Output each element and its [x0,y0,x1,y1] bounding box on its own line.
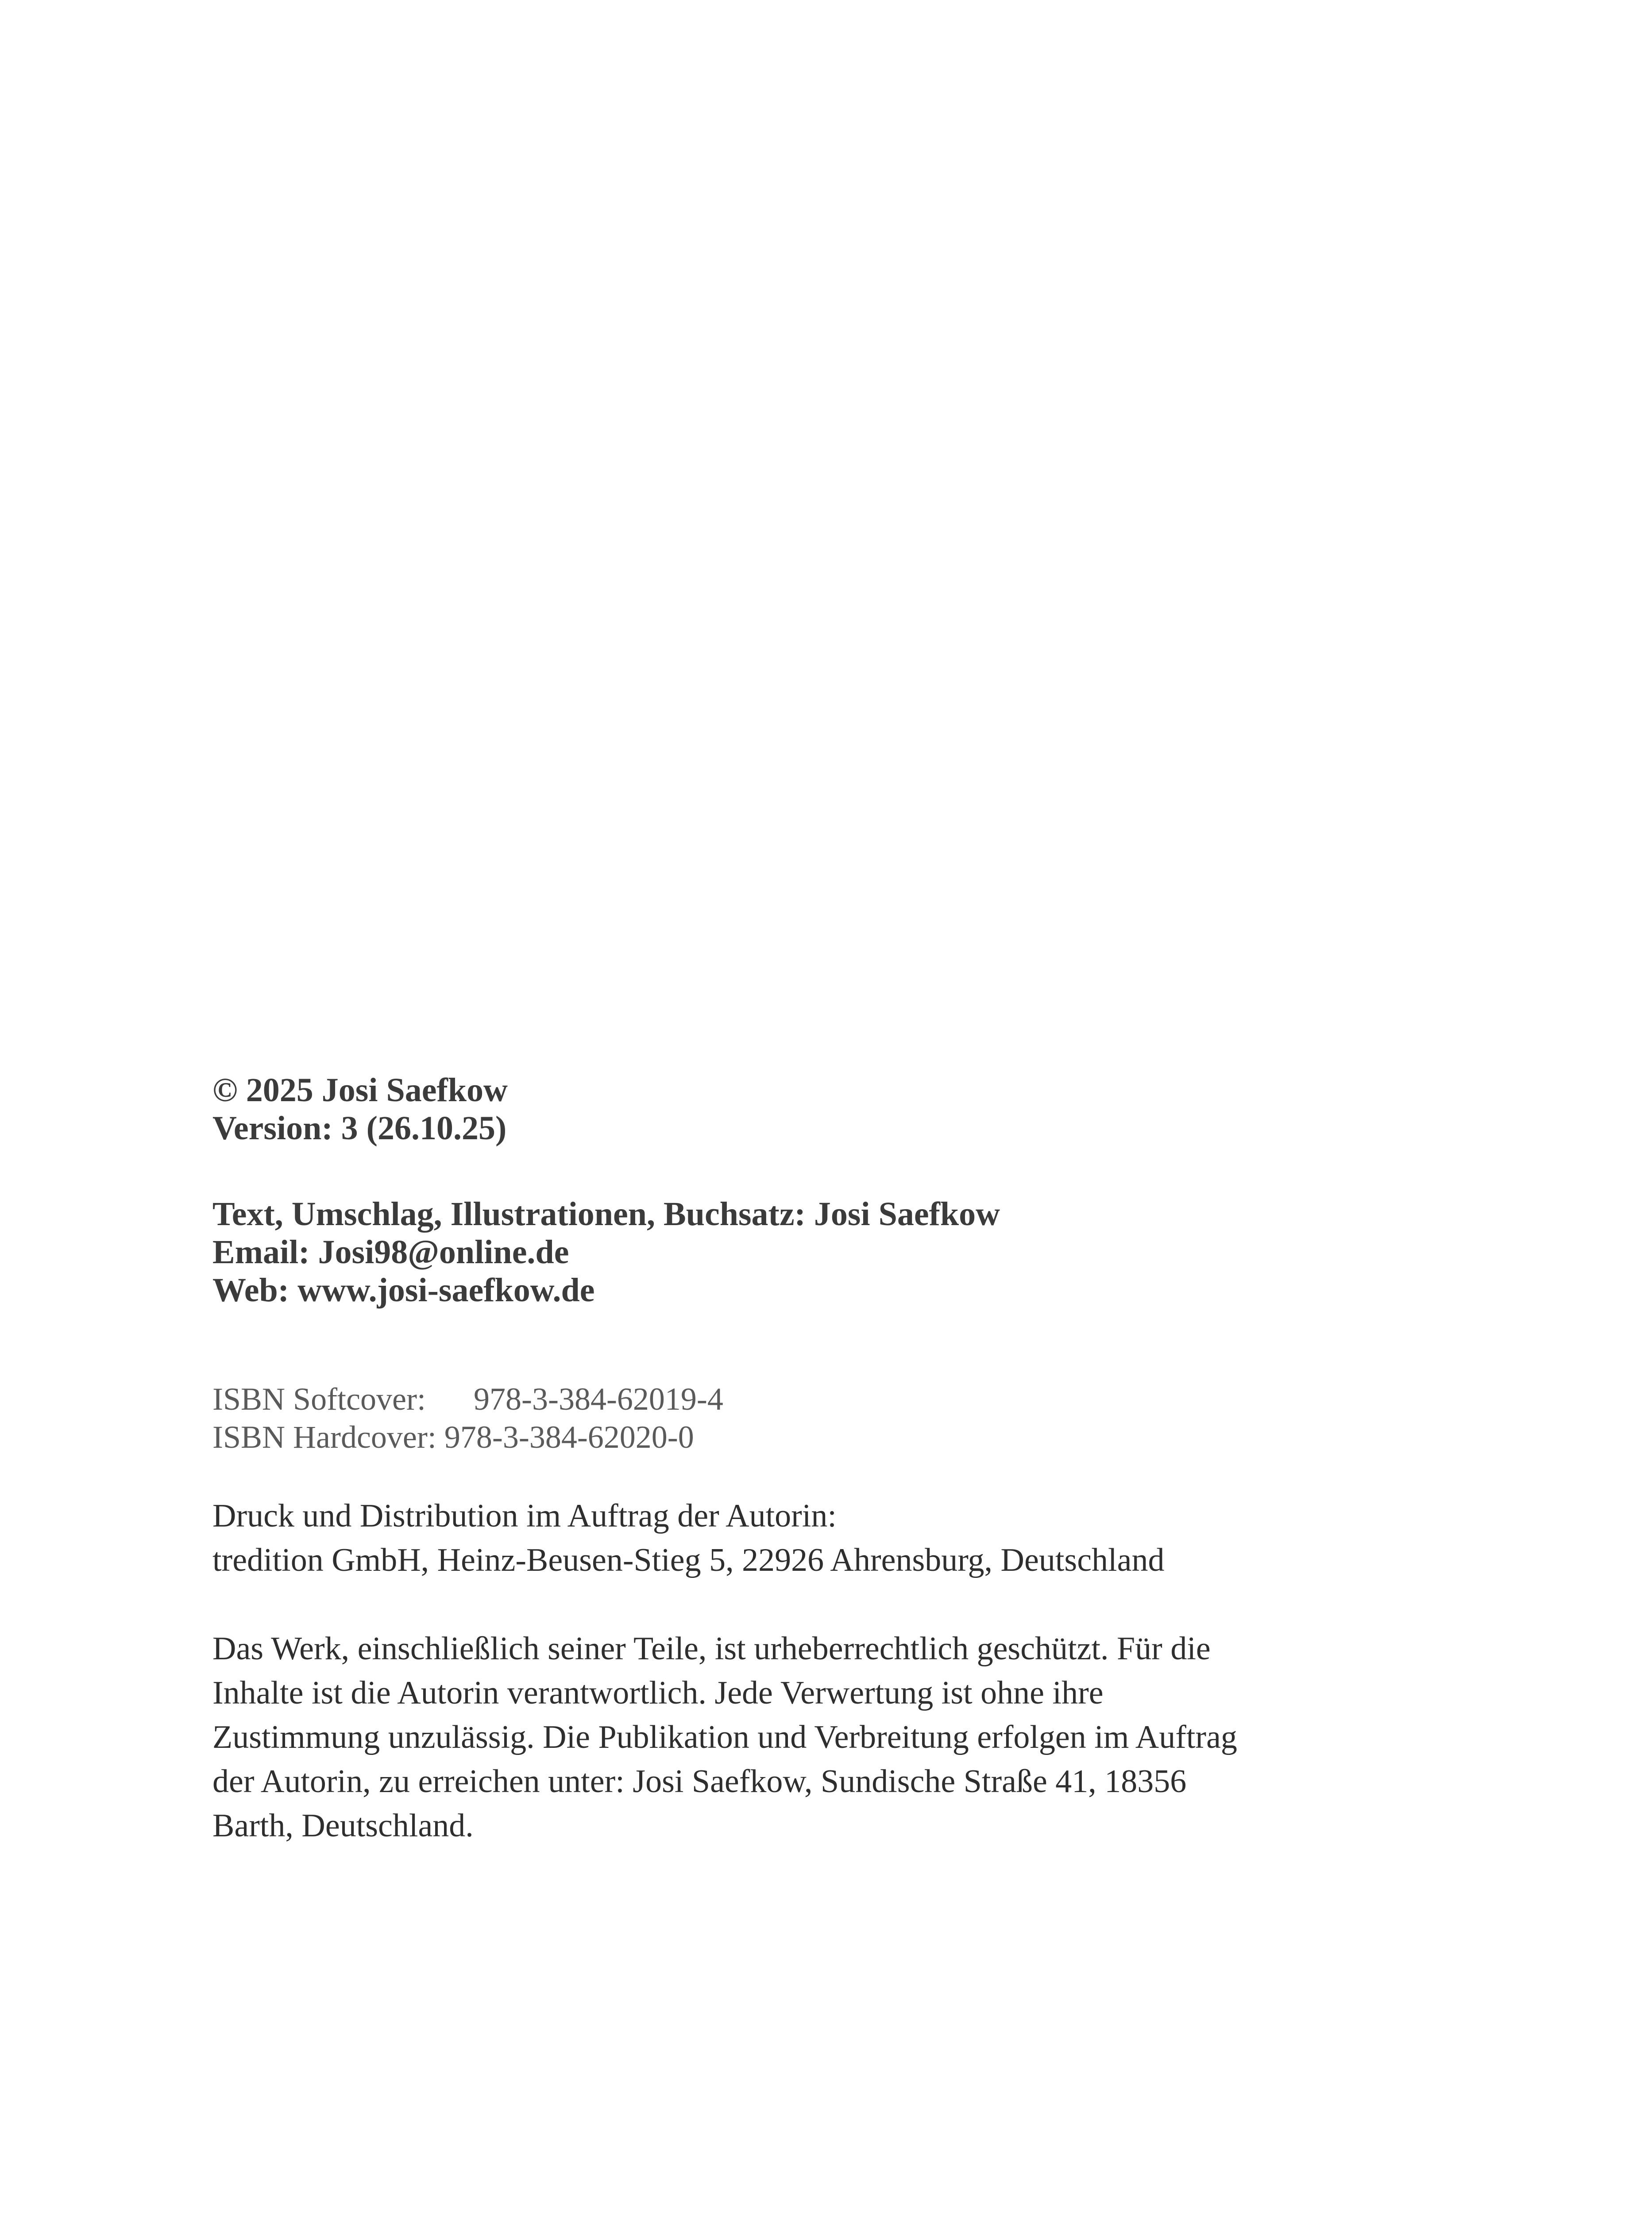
copyright-line: © 2025 Josi Saefkow [212,1072,508,1109]
legal-line-3: Zustimmung unzulässig. Die Publikation und Verbreitung erfolgen im Auftrag [212,1719,1237,1755]
legal-line-2: Inhalte ist die Autorin verantwortlich. Jede Verwertung ist ohne ihre [212,1675,1104,1711]
print-line-2: tredition GmbH, Heinz-Beusen-Stieg 5, 22926 Ahrensburg, Deutschland [212,1542,1165,1578]
isbn-hardcover-value: 978-3-384-62020-0 [444,1419,694,1455]
isbn-softcover-line [212,1380,723,1418]
legal-line-4: der Autorin, zu erreichen unter: Josi Saefkow, Sundische Straße 41, 18356 [212,1763,1187,1800]
isbn-softcover-label: ISBN Softcover: [212,1381,426,1417]
credits-email-line: Email: Josi98@online.de [212,1234,569,1271]
credits-text-line: Text, Umschlag, Illustrationen, Buchsatz: Josi Saefkow [212,1195,1000,1233]
legal-notice [212,1627,1237,1848]
print-block [212,1494,1164,1582]
credits-web-line: Web: www.josi-saefkow.de [212,1272,595,1309]
legal-line-1: Das Werk, einschließlich seiner Teile, ist urheberrechtlich geschützt. Für die [212,1631,1211,1667]
legal-line-5: Barth, Deutschland. [212,1808,474,1844]
version-line: Version: 3 (26.10.25) [212,1110,507,1147]
isbn-block [212,1380,723,1456]
print-line-1: Druck und Distribution im Auftrag der Autorin: [212,1498,837,1534]
credits-block [212,1195,1000,1309]
isbn-softcover-value: 978-3-384-62019-4 [474,1381,723,1417]
isbn-hardcover-line [212,1418,723,1456]
isbn-hardcover-label: ISBN Hardcover: [212,1419,436,1455]
copyright-block [212,1071,508,1147]
